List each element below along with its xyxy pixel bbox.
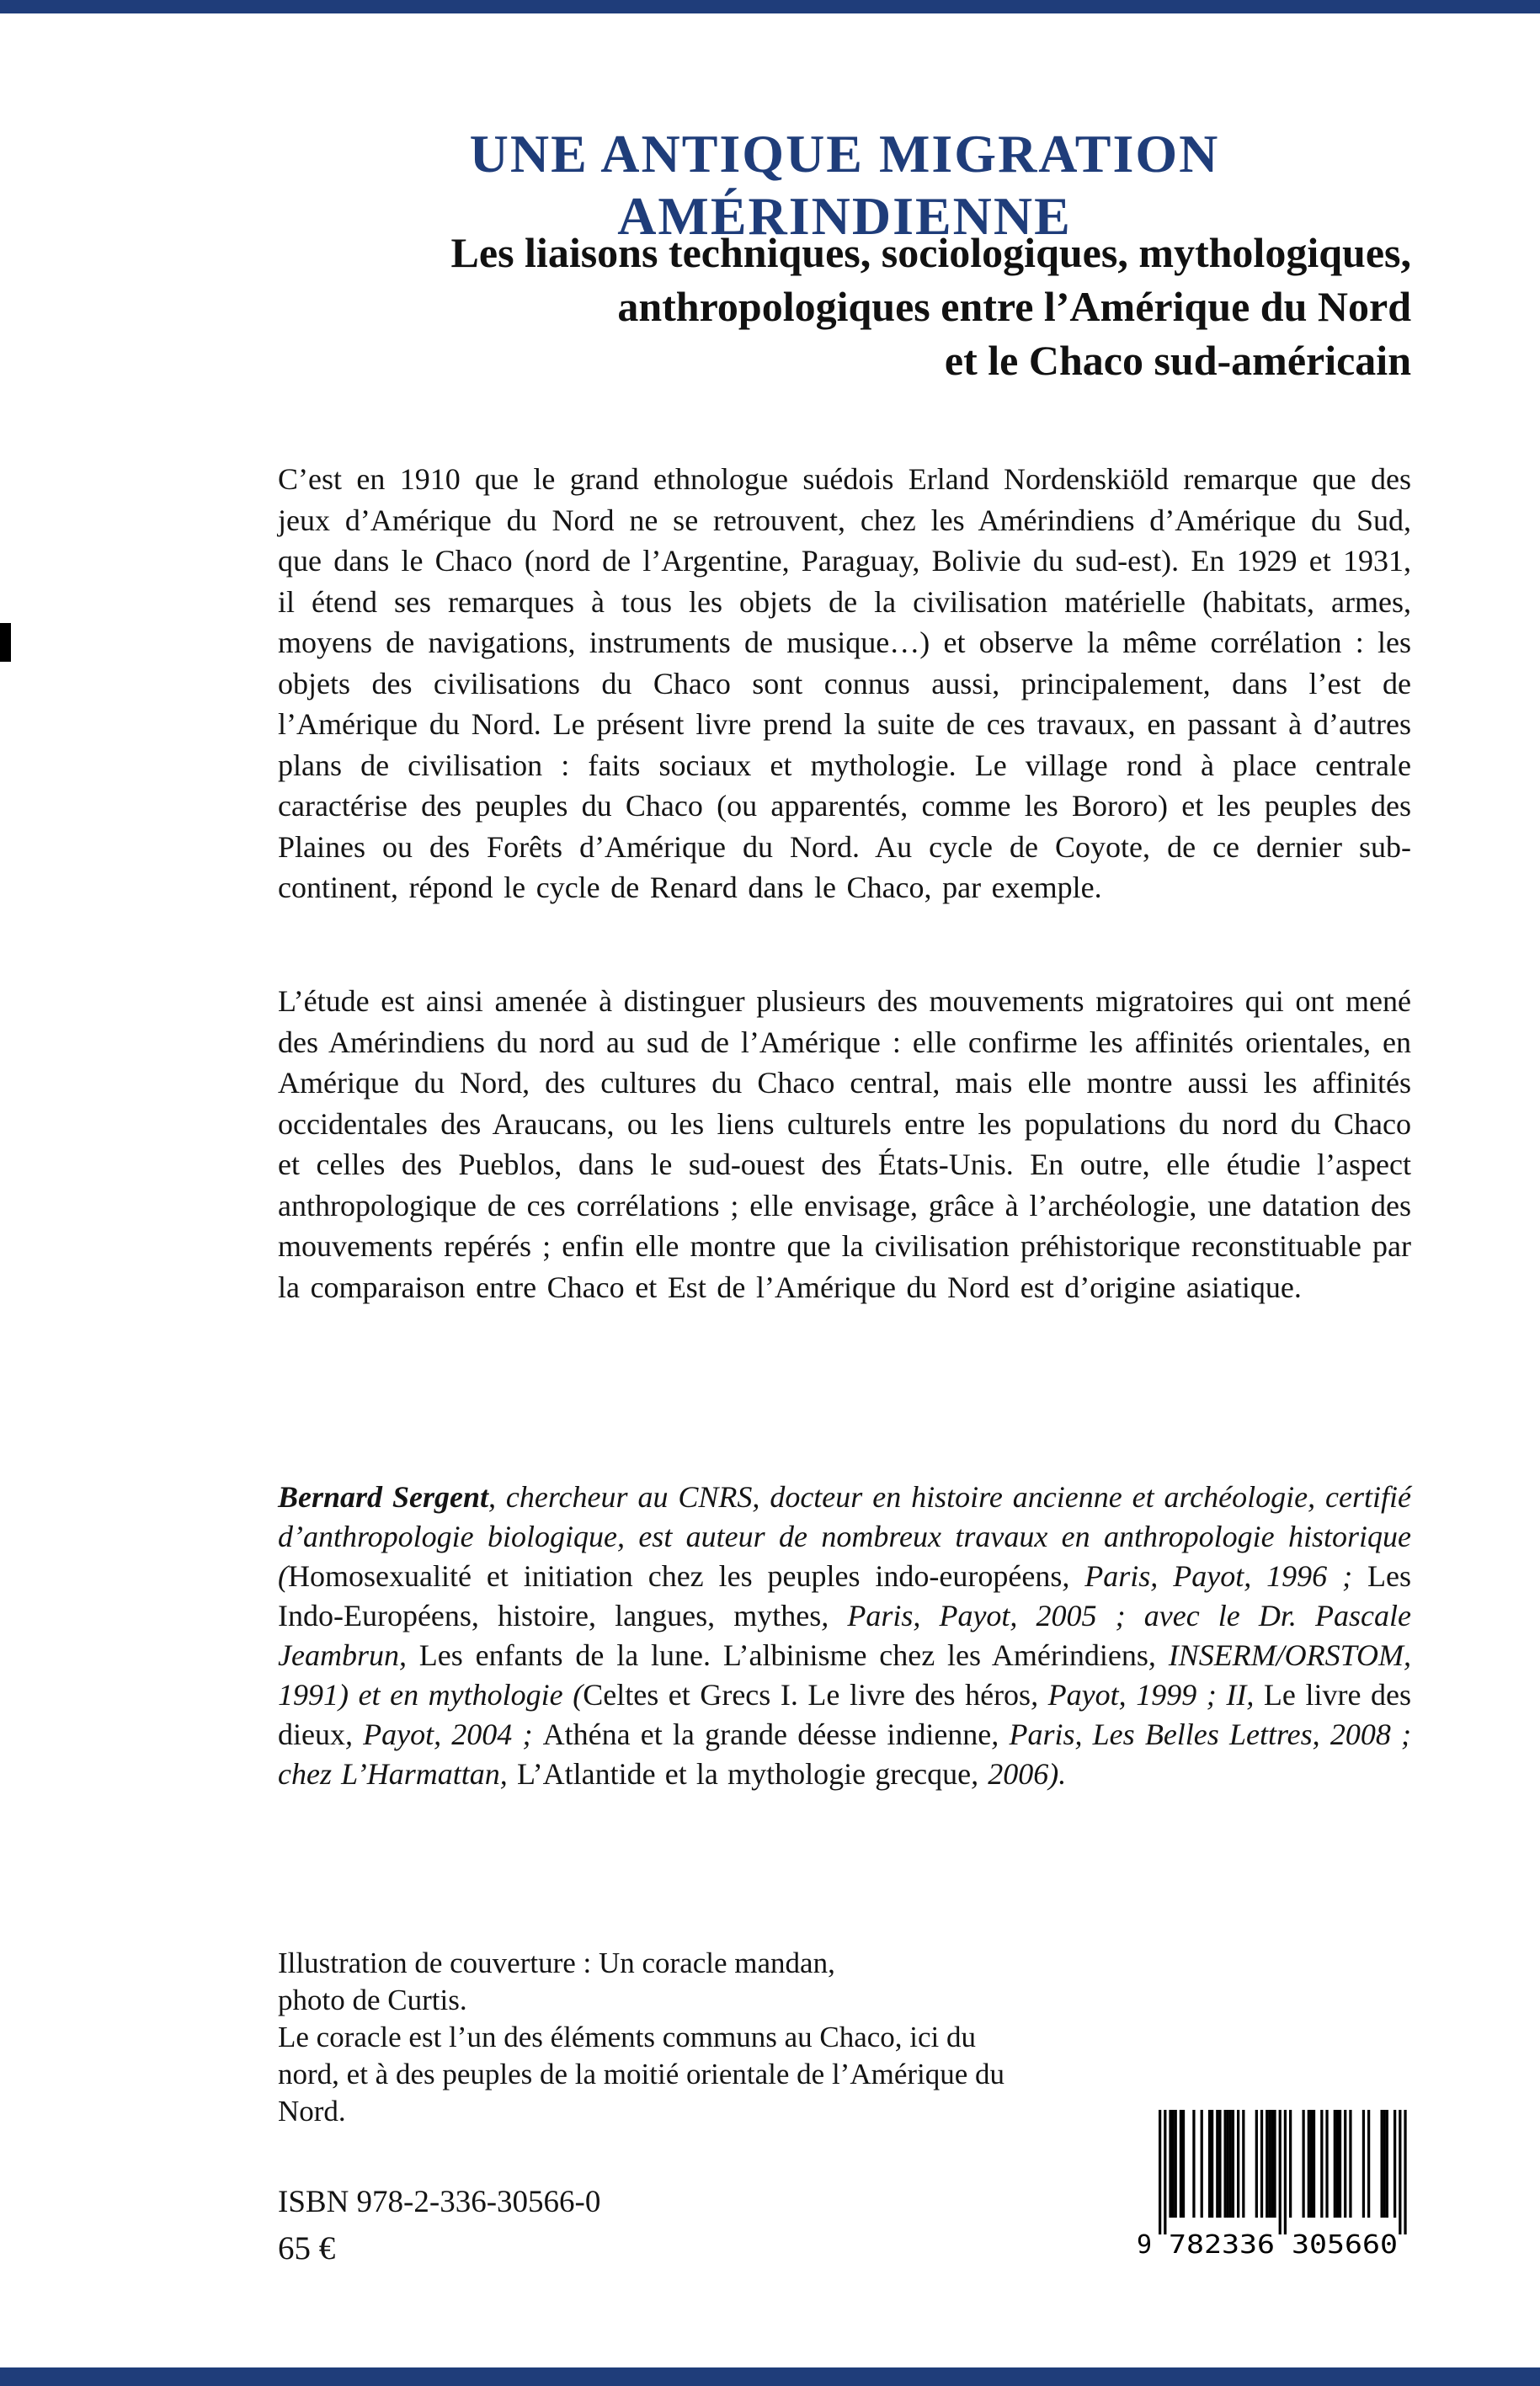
book-subtitle-line: anthropologiques entre l’Amérique du Nord — [617, 283, 1411, 330]
ean-barcode — [1135, 2110, 1413, 2256]
bio-segment: Bernard Sergent — [278, 1480, 488, 1514]
bio-segment: , Payot, 2004 ; — [344, 1718, 543, 1751]
edge-print-mark — [0, 623, 11, 662]
bio-segment: , Payot, 1999 ; II, — [1031, 1678, 1264, 1712]
bio-segment: , chercheur au CNRS, docteur en histoire ancienne et archéologie, certifié d’anthropologie biologique, est auteur de nombreux travaux en anthropologie historique ( — [278, 1480, 1412, 1593]
bio-segment: , 2006). — [971, 1757, 1067, 1791]
bio-segment: Homosexualité et initiation chez les peuples indo-européens — [288, 1559, 1063, 1593]
blurb-paragraph-1: C’est en 1910 que le grand ethnologue suédois Erland Nordenskiöld remarque que des jeux d’Amérique du Nord ne se retrouvent, chez les Amérindiens d’Amérique du Sud, que dans le Chaco (nord de l’Argentine, Paraguay, Bolivie du sud-est). En 1929 et 1931, il étend ses remarques à tous les objets de la civilisation matérielle (habitats, armes, moyens de navigations, instruments de musique…) et observe la même corrélation : les objets des civilisations du Chaco sont connus aussi, principalement, dans l’est de l’Amérique du Nord. Le présent livre prend la suite de ces travaux, en passant à d’autres plans de civilisation : faits sociaux et mythologie. Le village rond à place centrale caractérise des peuples du Chaco (ou apparentés, comme les Bororo) et les peuples des Plaines ou des Forêts d’Amérique du Nord. Au cycle de Coyote, de ce dernier sub-continent, répond le cycle de Renard dans le Chaco, par exemple. — [278, 462, 1411, 904]
bio-segment: Les enfants de la lune. L’albinisme chez les Amérindiens — [418, 1638, 1148, 1672]
bio-segment: L’Atlantide et la mythologie grecque — [516, 1757, 972, 1791]
credit-line: Nord. — [278, 2095, 346, 2128]
credit-line: Illustration de couverture : Un coracle mandan, — [278, 1947, 835, 1979]
bio-segment: Les Indo-Européens, histoire, langues, mythes — [278, 1559, 1411, 1632]
bio-segment: , Paris, Payot, 2005 ; avec le Dr. Pascale Jeambrun, — [278, 1599, 1411, 1672]
svg-text:782336: 782336 — [1169, 2230, 1275, 2256]
isbn-text: ISBN 978-2-336-30566-0 — [278, 2185, 601, 2219]
blurb-paragraph-2: L’étude est ainsi amenée à distinguer plusieurs des mouvements migratoires qui ont mené des Amérindiens du nord au sud de l’Amérique : elle confirme les affinités orientales, en Amérique du Nord, des cultures du Chaco central, mais elle montre aussi les affinités occidentales des Araucans, ou les liens culturels entre les populations du nord du Chaco et celles des Pueblos, dans le sud-ouest des États-Unis. En outre, elle étudie l’aspect anthropologique de ces corrélations ; elle envisage, grâce à l’archéologie, une datation des mouvements repérés ; enfin elle montre que la civilisation préhistorique reconstituable par la comparaison entre Chaco et Est de l’Amérique du Nord est d’origine asiatique. — [278, 984, 1411, 1304]
credit-line: photo de Curtis. — [278, 1984, 467, 2016]
svg-text:9: 9 — [1137, 2230, 1153, 2256]
bio-segment: Celtes et Grecs I. Le livre des héros — [583, 1678, 1031, 1712]
book-title: UNE ANTIQUE MIGRATION AMÉRINDIENNE — [469, 124, 1220, 246]
bio-segment: Le livre des dieux — [278, 1678, 1411, 1751]
bio-segment: , Paris, Les Belles Lettres, 2008 ; chez L’Harmattan, — [278, 1718, 1411, 1791]
bio-segment: , INSERM/ORSTOM, 1991) et en mythologie ( — [278, 1638, 1412, 1712]
bottom-accent-band — [0, 2367, 1540, 2386]
svg-text:305660: 305660 — [1292, 2230, 1398, 2256]
top-accent-band — [0, 0, 1540, 13]
book-subtitle-line: et le Chaco sud-américain — [944, 337, 1411, 384]
bio-segment: , Paris, Payot, 1996 ; — [1062, 1559, 1368, 1593]
author-bio — [278, 1478, 1411, 1794]
book-subtitle — [278, 226, 1411, 387]
credit-line: Le coracle est l’un des éléments communs au Chaco, ici du — [278, 2021, 977, 2053]
bio-segment: Athéna et la grande déesse indienne — [542, 1718, 992, 1751]
book-subtitle-line: Les liaisons techniques, sociologiques, mythologiques, — [450, 229, 1411, 276]
cover-illustration-credit — [278, 1945, 1411, 2130]
price-text: 65 € — [278, 2230, 336, 2266]
credit-line: nord, et à des peuples de la moitié orientale de l’Amérique du — [278, 2058, 1005, 2090]
